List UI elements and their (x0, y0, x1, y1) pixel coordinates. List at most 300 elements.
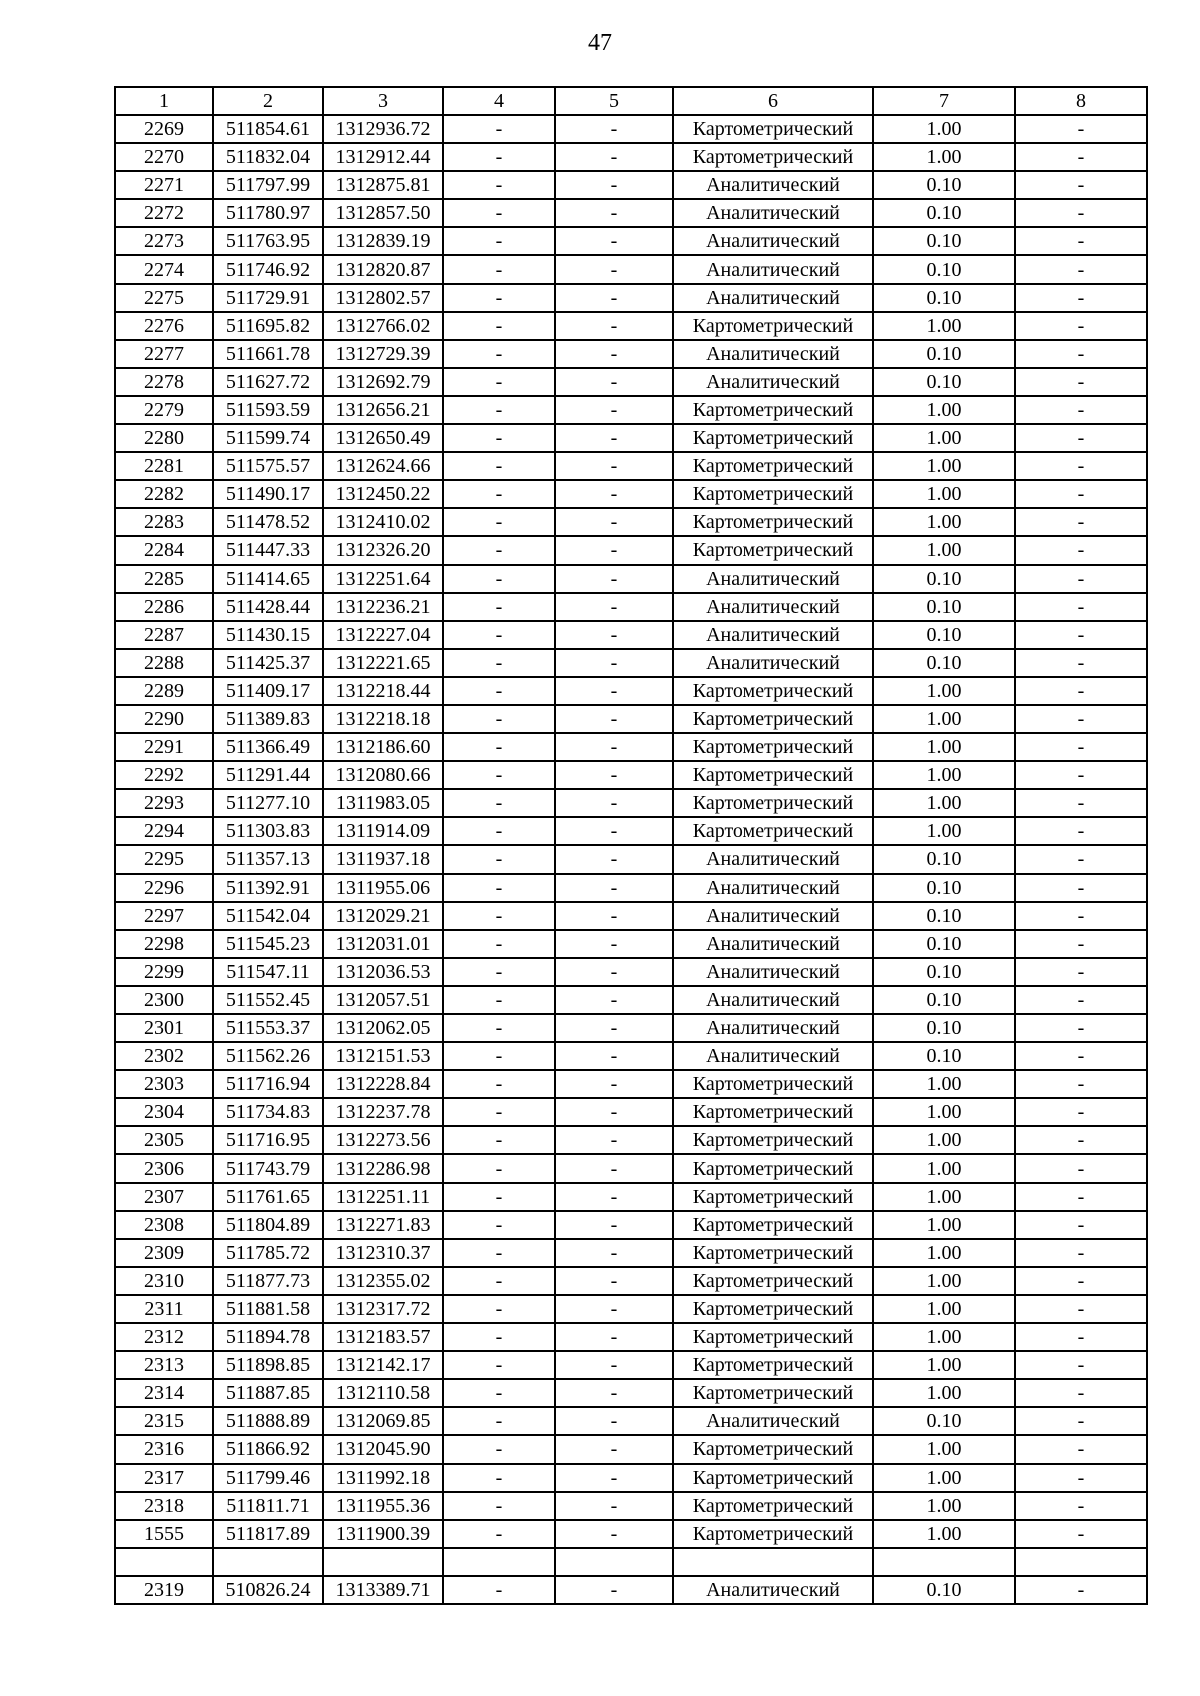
cell-x-coordinate: 511428.44 (213, 593, 323, 621)
cell-point-number: 2293 (115, 789, 213, 817)
cell-accuracy: 1.00 (873, 536, 1015, 564)
column-header-4: 4 (443, 87, 555, 115)
table-row (115, 1323, 1147, 1351)
cell-method: Картометрический (673, 1464, 873, 1492)
cell-method: Картометрический (673, 115, 873, 143)
cell-x-coordinate: 511553.37 (213, 1014, 323, 1042)
cell-method: Аналитический (673, 284, 873, 312)
cell-col-4: - (443, 1435, 555, 1463)
cell-col-4: - (443, 1239, 555, 1267)
cell-col-8: - (1015, 199, 1147, 227)
cell-point-number: 2286 (115, 593, 213, 621)
table-row (115, 1407, 1147, 1435)
cell-y-coordinate: 1312692.79 (323, 368, 443, 396)
cell-col-5: - (555, 199, 673, 227)
cell-y-coordinate: 1311955.06 (323, 874, 443, 902)
table-row (115, 1576, 1147, 1604)
cell-col-5: - (555, 312, 673, 340)
cell-y-coordinate: 1312031.01 (323, 930, 443, 958)
cell-col-8: - (1015, 508, 1147, 536)
cell-x-coordinate: 511832.04 (213, 143, 323, 171)
cell-col-8: - (1015, 958, 1147, 986)
cell-method: Аналитический (673, 227, 873, 255)
cell-x-coordinate: 511854.61 (213, 115, 323, 143)
cell-col-4: - (443, 284, 555, 312)
column-header-3: 3 (323, 87, 443, 115)
cell-col-5: - (555, 284, 673, 312)
table-row (115, 115, 1147, 143)
cell-col-8: - (1015, 312, 1147, 340)
cell-point-number: 2294 (115, 817, 213, 845)
cell-col-4: - (443, 1464, 555, 1492)
cell-col-5: - (555, 480, 673, 508)
cell-col-8: - (1015, 171, 1147, 199)
cell-method: Аналитический (673, 958, 873, 986)
table-row (115, 255, 1147, 283)
cell-point-number: 2311 (115, 1295, 213, 1323)
cell-x-coordinate: 511425.37 (213, 649, 323, 677)
cell-method: Картометрический (673, 705, 873, 733)
cell-col-5: - (555, 705, 673, 733)
cell-accuracy: 1.00 (873, 733, 1015, 761)
cell-y-coordinate: 1312355.02 (323, 1267, 443, 1295)
table-row (115, 536, 1147, 564)
cell-accuracy: 0.10 (873, 171, 1015, 199)
cell-accuracy: 1.00 (873, 1183, 1015, 1211)
cell-point-number: 2307 (115, 1183, 213, 1211)
cell-col-8: - (1015, 649, 1147, 677)
cell-method: Аналитический (673, 649, 873, 677)
cell-col-5: - (555, 593, 673, 621)
table-row (115, 1154, 1147, 1182)
cell-col-4: - (443, 1407, 555, 1435)
cell-col-5: - (555, 1239, 673, 1267)
table-row (115, 1295, 1147, 1323)
cell-accuracy: 1.00 (873, 424, 1015, 452)
table-row (115, 1211, 1147, 1239)
cell-point-number: 2309 (115, 1239, 213, 1267)
cell-point-number: 2289 (115, 677, 213, 705)
cell-col-5: - (555, 340, 673, 368)
cell-col-8: - (1015, 1520, 1147, 1548)
cell-y-coordinate: 1312286.98 (323, 1154, 443, 1182)
cell-x-coordinate: 511478.52 (213, 508, 323, 536)
cell-accuracy: 1.00 (873, 1520, 1015, 1548)
cell-point-number: 2317 (115, 1464, 213, 1492)
cell-accuracy: 0.10 (873, 621, 1015, 649)
cell-col-8: - (1015, 705, 1147, 733)
cell-accuracy: 0.10 (873, 1407, 1015, 1435)
cell-accuracy: 1.00 (873, 1464, 1015, 1492)
cell-x-coordinate: 511357.13 (213, 845, 323, 873)
cell-y-coordinate: 1311955.36 (323, 1492, 443, 1520)
cell-y-coordinate: 1312839.19 (323, 227, 443, 255)
cell-col-8: - (1015, 255, 1147, 283)
cell-point-number: 2303 (115, 1070, 213, 1098)
table-row (115, 705, 1147, 733)
cell-point-number: 2272 (115, 199, 213, 227)
cell-accuracy: 1.00 (873, 115, 1015, 143)
cell-col-5: - (555, 621, 673, 649)
cell-col-8: - (1015, 1492, 1147, 1520)
table-row (115, 930, 1147, 958)
cell-point-number: 2316 (115, 1435, 213, 1463)
cell-x-coordinate: 511547.11 (213, 958, 323, 986)
cell-x-coordinate: 511277.10 (213, 789, 323, 817)
cell-col-8: - (1015, 1267, 1147, 1295)
cell-point-number: 2277 (115, 340, 213, 368)
cell-col-8: - (1015, 1464, 1147, 1492)
cell-y-coordinate: 1311937.18 (323, 845, 443, 873)
table-row (115, 1183, 1147, 1211)
cell-point-number: 2315 (115, 1407, 213, 1435)
cell-method: Картометрический (673, 761, 873, 789)
cell-x-coordinate: 511881.58 (213, 1295, 323, 1323)
cell-y-coordinate: 1312729.39 (323, 340, 443, 368)
cell-accuracy: 0.10 (873, 930, 1015, 958)
cell-method: Аналитический (673, 1407, 873, 1435)
column-header-5: 5 (555, 87, 673, 115)
column-header-2: 2 (213, 87, 323, 115)
cell-col-8: - (1015, 1126, 1147, 1154)
cell-accuracy: 0.10 (873, 284, 1015, 312)
cell-x-coordinate: 511490.17 (213, 480, 323, 508)
cell-col-5: - (555, 874, 673, 902)
cell-x-coordinate: 511785.72 (213, 1239, 323, 1267)
cell-col-8: - (1015, 1070, 1147, 1098)
cell-method: Картометрический (673, 817, 873, 845)
table-row (115, 621, 1147, 649)
cell-col-4: - (443, 1126, 555, 1154)
cell-point-number: 2313 (115, 1351, 213, 1379)
cell-x-coordinate: 511734.83 (213, 1098, 323, 1126)
cell-point-number: 2278 (115, 368, 213, 396)
cell-y-coordinate: 1313389.71 (323, 1576, 443, 1604)
cell-y-coordinate: 1312142.17 (323, 1351, 443, 1379)
cell-method: Картометрический (673, 1126, 873, 1154)
cell-col-4: - (443, 902, 555, 930)
cell-point-number: 2295 (115, 845, 213, 873)
cell-point-number: 2287 (115, 621, 213, 649)
column-header-8: 8 (1015, 87, 1147, 115)
cell-y-coordinate: 1312875.81 (323, 171, 443, 199)
cell-col-5: - (555, 1520, 673, 1548)
cell-method: Аналитический (673, 171, 873, 199)
table-row (115, 424, 1147, 452)
cell-col-8: - (1015, 789, 1147, 817)
cell-y-coordinate: 1311992.18 (323, 1464, 443, 1492)
cell-col-5: - (555, 986, 673, 1014)
cell-y-coordinate: 1312221.65 (323, 649, 443, 677)
cell-y-coordinate: 1312151.53 (323, 1042, 443, 1070)
cell-accuracy: 1.00 (873, 789, 1015, 817)
cell-point-number: 2285 (115, 565, 213, 593)
cell-point-number: 2274 (115, 255, 213, 283)
cell-col-4: - (443, 817, 555, 845)
cell-col-5: - (555, 1267, 673, 1295)
cell-col-8: - (1015, 874, 1147, 902)
cell-col-4: - (443, 1295, 555, 1323)
cell-col-8: - (1015, 115, 1147, 143)
cell-col-8: - (1015, 396, 1147, 424)
cell-col-5: - (555, 565, 673, 593)
cell-y-coordinate: 1312251.11 (323, 1183, 443, 1211)
cell-y-coordinate: 1312251.64 (323, 565, 443, 593)
cell-method (673, 1548, 873, 1576)
cell-accuracy: 1.00 (873, 1492, 1015, 1520)
cell-accuracy: 0.10 (873, 902, 1015, 930)
table-row (115, 1492, 1147, 1520)
cell-col-5: - (555, 1407, 673, 1435)
table-row (115, 1014, 1147, 1042)
cell-col-4: - (443, 115, 555, 143)
cell-y-coordinate: 1312656.21 (323, 396, 443, 424)
cell-col-5: - (555, 1098, 673, 1126)
table-row (115, 874, 1147, 902)
cell-method: Аналитический (673, 874, 873, 902)
cell-accuracy: 1.00 (873, 761, 1015, 789)
cell-col-4: - (443, 227, 555, 255)
cell-col-5: - (555, 227, 673, 255)
cell-col-5: - (555, 508, 673, 536)
cell-col-5: - (555, 930, 673, 958)
table-row (115, 817, 1147, 845)
cell-x-coordinate: 511894.78 (213, 1323, 323, 1351)
cell-point-number: 2318 (115, 1492, 213, 1520)
cell-accuracy: 1.00 (873, 480, 1015, 508)
cell-y-coordinate: 1312228.84 (323, 1070, 443, 1098)
cell-col-4: - (443, 705, 555, 733)
cell-point-number: 2310 (115, 1267, 213, 1295)
table-row (115, 1548, 1147, 1576)
cell-accuracy: 0.10 (873, 874, 1015, 902)
cell-col-8: - (1015, 368, 1147, 396)
cell-col-4: - (443, 789, 555, 817)
cell-col-8: - (1015, 536, 1147, 564)
table-row (115, 1520, 1147, 1548)
cell-y-coordinate: 1312450.22 (323, 480, 443, 508)
cell-point-number: 2271 (115, 171, 213, 199)
cell-point-number: 2269 (115, 115, 213, 143)
cell-x-coordinate (213, 1548, 323, 1576)
cell-point-number (115, 1548, 213, 1576)
cell-x-coordinate: 511898.85 (213, 1351, 323, 1379)
cell-point-number: 2305 (115, 1126, 213, 1154)
table-body (115, 115, 1147, 1604)
cell-col-8: - (1015, 1323, 1147, 1351)
cell-col-4: - (443, 143, 555, 171)
cell-x-coordinate: 511366.49 (213, 733, 323, 761)
cell-col-8: - (1015, 930, 1147, 958)
table-row (115, 227, 1147, 255)
cell-accuracy: 1.00 (873, 1126, 1015, 1154)
cell-x-coordinate: 511291.44 (213, 761, 323, 789)
cell-col-5: - (555, 1295, 673, 1323)
cell-accuracy: 0.10 (873, 199, 1015, 227)
cell-method: Картометрический (673, 396, 873, 424)
cell-x-coordinate: 511409.17 (213, 677, 323, 705)
cell-y-coordinate: 1312857.50 (323, 199, 443, 227)
cell-col-8: - (1015, 1154, 1147, 1182)
cell-col-4: - (443, 593, 555, 621)
cell-col-4: - (443, 368, 555, 396)
cell-x-coordinate: 511389.83 (213, 705, 323, 733)
cell-x-coordinate: 511593.59 (213, 396, 323, 424)
cell-col-5: - (555, 1351, 673, 1379)
column-header-6: 6 (673, 87, 873, 115)
cell-method: Аналитический (673, 930, 873, 958)
cell-x-coordinate: 511430.15 (213, 621, 323, 649)
cell-col-8: - (1015, 1379, 1147, 1407)
cell-col-4: - (443, 199, 555, 227)
cell-point-number: 2273 (115, 227, 213, 255)
cell-point-number: 2275 (115, 284, 213, 312)
column-header-1: 1 (115, 87, 213, 115)
cell-point-number: 2301 (115, 1014, 213, 1042)
cell-col-4: - (443, 1492, 555, 1520)
cell-accuracy: 0.10 (873, 1576, 1015, 1604)
cell-col-8: - (1015, 452, 1147, 480)
table-row (115, 143, 1147, 171)
table-row (115, 452, 1147, 480)
cell-col-8: - (1015, 424, 1147, 452)
cell-method: Аналитический (673, 368, 873, 396)
cell-col-5: - (555, 1042, 673, 1070)
cell-col-4: - (443, 171, 555, 199)
cell-method: Картометрический (673, 1070, 873, 1098)
cell-accuracy (873, 1548, 1015, 1576)
cell-accuracy: 0.10 (873, 227, 1015, 255)
cell-x-coordinate: 511303.83 (213, 817, 323, 845)
cell-col-5: - (555, 396, 673, 424)
table-row (115, 199, 1147, 227)
cell-y-coordinate: 1312326.20 (323, 536, 443, 564)
cell-col-8: - (1015, 733, 1147, 761)
cell-x-coordinate: 511392.91 (213, 874, 323, 902)
cell-y-coordinate: 1312186.60 (323, 733, 443, 761)
cell-y-coordinate: 1311900.39 (323, 1520, 443, 1548)
cell-col-4: - (443, 396, 555, 424)
cell-col-5: - (555, 452, 673, 480)
cell-method: Картометрический (673, 480, 873, 508)
cell-y-coordinate: 1312218.44 (323, 677, 443, 705)
cell-col-8: - (1015, 817, 1147, 845)
cell-method: Картометрический (673, 733, 873, 761)
table-row (115, 368, 1147, 396)
cell-y-coordinate: 1312057.51 (323, 986, 443, 1014)
cell-point-number: 2280 (115, 424, 213, 452)
cell-y-coordinate (323, 1548, 443, 1576)
cell-y-coordinate: 1312410.02 (323, 508, 443, 536)
cell-x-coordinate: 511562.26 (213, 1042, 323, 1070)
cell-col-4: - (443, 677, 555, 705)
table-row (115, 1351, 1147, 1379)
cell-accuracy: 1.00 (873, 312, 1015, 340)
cell-method: Картометрический (673, 1379, 873, 1407)
cell-x-coordinate: 511866.92 (213, 1435, 323, 1463)
cell-point-number: 2279 (115, 396, 213, 424)
cell-point-number: 2296 (115, 874, 213, 902)
cell-point-number: 2319 (115, 1576, 213, 1604)
cell-accuracy: 0.10 (873, 649, 1015, 677)
cell-point-number: 2276 (115, 312, 213, 340)
cell-accuracy: 0.10 (873, 565, 1015, 593)
cell-col-8: - (1015, 677, 1147, 705)
cell-col-4: - (443, 255, 555, 283)
cell-x-coordinate: 511797.99 (213, 171, 323, 199)
cell-method: Картометрический (673, 1435, 873, 1463)
cell-col-5: - (555, 1379, 673, 1407)
table-row (115, 312, 1147, 340)
cell-col-4: - (443, 1042, 555, 1070)
cell-x-coordinate: 511761.65 (213, 1183, 323, 1211)
cell-y-coordinate: 1312080.66 (323, 761, 443, 789)
table-row (115, 593, 1147, 621)
cell-col-5: - (555, 1323, 673, 1351)
cell-x-coordinate: 511545.23 (213, 930, 323, 958)
cell-method: Картометрический (673, 424, 873, 452)
table-row (115, 1042, 1147, 1070)
table-row (115, 1070, 1147, 1098)
cell-col-8: - (1015, 986, 1147, 1014)
cell-col-5: - (555, 368, 673, 396)
cell-y-coordinate: 1312227.04 (323, 621, 443, 649)
cell-x-coordinate: 511799.46 (213, 1464, 323, 1492)
cell-accuracy: 1.00 (873, 705, 1015, 733)
cell-accuracy: 1.00 (873, 817, 1015, 845)
cell-method: Аналитический (673, 255, 873, 283)
cell-accuracy: 0.10 (873, 958, 1015, 986)
cell-col-4: - (443, 930, 555, 958)
cell-method: Картометрический (673, 1211, 873, 1239)
cell-col-4 (443, 1548, 555, 1576)
cell-x-coordinate: 511746.92 (213, 255, 323, 283)
cell-method: Картометрический (673, 143, 873, 171)
cell-y-coordinate: 1312045.90 (323, 1435, 443, 1463)
cell-col-8: - (1015, 1014, 1147, 1042)
cell-col-5: - (555, 958, 673, 986)
cell-method: Картометрический (673, 1239, 873, 1267)
cell-method: Аналитический (673, 986, 873, 1014)
cell-method: Аналитический (673, 902, 873, 930)
cell-method: Аналитический (673, 1576, 873, 1604)
table-row (115, 396, 1147, 424)
cell-col-5: - (555, 649, 673, 677)
cell-x-coordinate: 511575.57 (213, 452, 323, 480)
cell-col-8: - (1015, 143, 1147, 171)
cell-col-4: - (443, 565, 555, 593)
cell-x-coordinate: 511627.72 (213, 368, 323, 396)
cell-col-4: - (443, 480, 555, 508)
cell-col-5 (555, 1548, 673, 1576)
cell-col-5: - (555, 1211, 673, 1239)
cell-accuracy: 0.10 (873, 1042, 1015, 1070)
cell-y-coordinate: 1312236.21 (323, 593, 443, 621)
cell-method: Аналитический (673, 565, 873, 593)
cell-x-coordinate: 511716.94 (213, 1070, 323, 1098)
cell-col-5: - (555, 789, 673, 817)
cell-x-coordinate: 511817.89 (213, 1520, 323, 1548)
table-row (115, 508, 1147, 536)
cell-point-number: 2299 (115, 958, 213, 986)
cell-y-coordinate: 1312183.57 (323, 1323, 443, 1351)
cell-col-4: - (443, 508, 555, 536)
cell-col-8: - (1015, 284, 1147, 312)
cell-x-coordinate: 511552.45 (213, 986, 323, 1014)
cell-col-4: - (443, 1070, 555, 1098)
cell-y-coordinate: 1312218.18 (323, 705, 443, 733)
cell-x-coordinate: 511695.82 (213, 312, 323, 340)
